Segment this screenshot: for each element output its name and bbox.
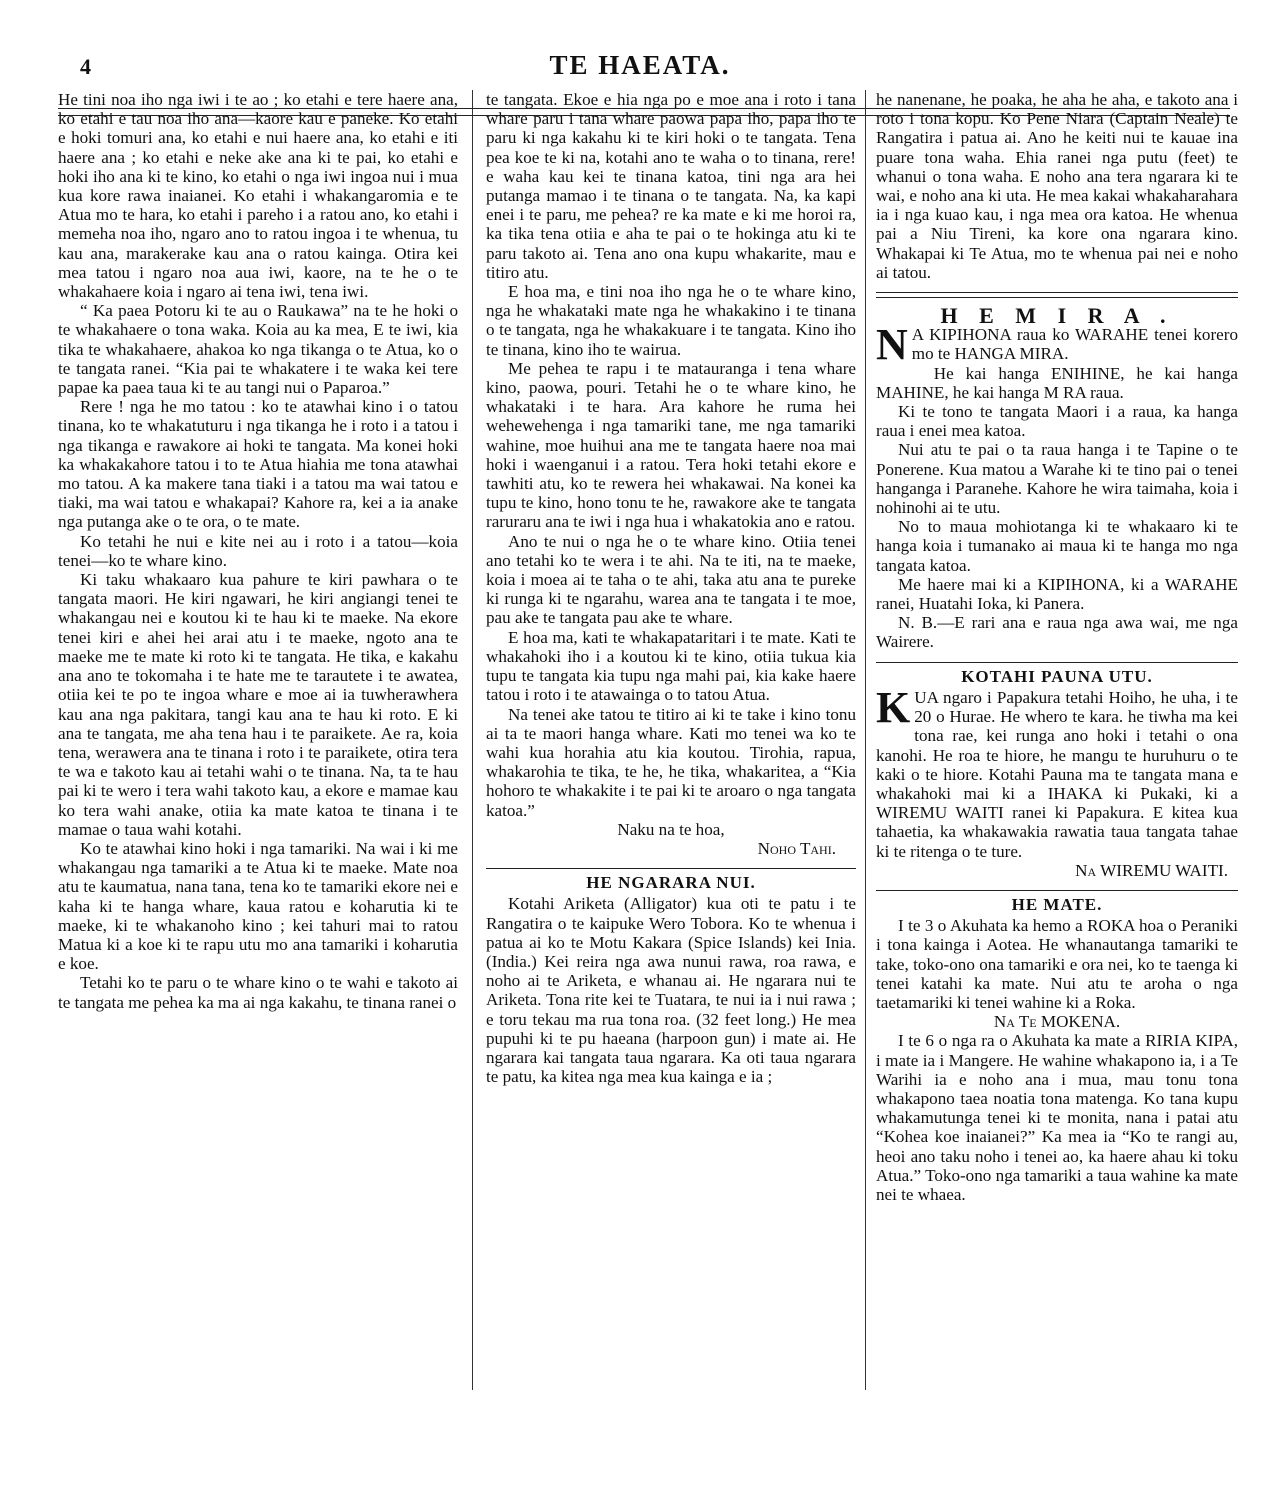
paragraph: I te 3 o Akuhata ka hemo a ROKA hoa o Peraniki i tona kainga i Aotea. He whanautanga tamariki te take, toko-ono ona tamariki e ora nei, ko te taenga ki tenei katahi ka mate. Nui atu te aroha o nga taetamariki ki tenei wahine ki a Roka. <box>876 916 1238 1012</box>
drop-cap: N <box>876 320 908 370</box>
section-rule <box>876 890 1238 891</box>
signature-salutation: Naku na te hoa, <box>617 819 725 839</box>
paragraph: Rere ! nga he mo tatou : ko te atawhai kino i o tatou tinana, ko te whakatuturu i nga tikanga he i roto i a tatou i nga tikanga e rawakore ai hoki te tangata. Ma konei hoki ka whakakahore tatou i to te Atua hiahia me tona atawhai mo tatou. A ka makere tana tiaki i a tatou ma wai tatou e tiaki, ma wai tatou e whakapai? Kahore ra, kei a ia anake nga putanga ake o te ora, o te mate. <box>58 397 458 532</box>
newspaper-title: TE HAEATA. <box>549 50 731 80</box>
paragraph: Ko tetahi he nui e kite nei au i roto i a tatou—koia tenei—ko te whare kino. <box>58 531 458 570</box>
paragraph: Me pehea te rapu i te matauranga i tena whare kino, paowa, pouri. Tetahi he o te whare kino, he whakataki i te hara. Ara kahore he ruma hei wehewehenga i nga tamariki tane, me nga tamariki wahine, moe huihui ana me te tangata haere noa mai hoki i waenganui i a ratou. Tera hoki tetahi ekore e tawhiti atu, ko te rewera hei whakawai. Na konei ka tupu te kino, hono tonu te he, rawakore ake te tangata raruraru ana te iwi i nga hua i whakatokia ano e ratou. <box>486 358 856 532</box>
masthead <box>0 40 1280 80</box>
paragraph: “ Ka paea Potoru ki te au o Raukawa” na te he hoki o te whakahaere o tona waka. Koia au ka mea, E te iwi, kia tika te whakahaere, ahakoa ko nga tikanga o te Atua, ko o te tangata ranei. “Kia pai te whakatere i te waka kei tere papae ka paea taua ki te au tangi nui o Paparoa.” <box>58 301 458 398</box>
article-title: HE NGARARA NUI. <box>586 873 756 893</box>
paragraph: Na tenei ake tatou te titiro ai ki te take i kino tonu ai ta te maori hanga whare. Kati mo tenei wa ko te wahi kua horahia atu kia koutou. Tirohia, rapua, whakarohia te tika, te he, he tika, whakaritea, a “Kia hohoro te whakakite i te pai ki te aroaro o nga tangata katoa.” <box>486 704 856 820</box>
page-number: 4 <box>80 54 91 79</box>
column-2 <box>486 90 856 1420</box>
paragraph: N. B.—E rari ana e raua nga awa wai, me nga Wairere. <box>876 613 1238 652</box>
section-rule <box>876 297 1238 298</box>
column-divider <box>472 90 473 1390</box>
paragraph: He tini noa iho nga iwi i te ao ; ko etahi e tere haere ana, ko etahi e tau noa iho ana—kaore kau e paneke. Ko etahi e hoki tomuri ana, ko etahi e nui haere ana, ko etahi e iti haere ana ; ko etahi e neke ake ana ki te pai, ko etahi e hoki iho ana ki te kino, ko etahi o nga iwi ingoa nui i mua kua kore rawa inaianei. Ko etahi i whakangaromia e te Atua mo te hara, ko etahi i pareho i a ratou ano, ko etahi i memeha noa iho, ngaro ano to ratou ingoa i te whenua, tu kau ana, marakerake kau ana o ratou kainga. Otira kei mea tatou i ngaro noa aua iwi, kaore, na te he o te whakahaere koia i ngaro ai tena iwi, tena iwi. <box>58 90 458 302</box>
paragraph: Me haere mai ki a KIPIHONA, ki a WARAHE ranei, Huatahi Ioka, ki Panera. <box>876 574 1238 614</box>
paragraph: Nui atu te pai o ta raua hanga i te Tapine o te Ponerene. Kua matou a Warahe ki te tino pai o tenei hanganga i Paranehe. Kahore he wira taimaha, koia i nohinohi ai te utu. <box>876 440 1238 518</box>
paragraph: te tangata. Ekoe e hia nga po e moe ana i roto i tana whare paru i tana whare paowa papa iho, papa iho te paru ki nga kakahu ki te kiri hoki o te tangata. Tena pea koe te ki na, kotahi ano te waha o to tinana, rere! e waha kau kei te tinana katoa, tini nga ara hei putanga mamao i te tinana o te tangata. Na, ka kapi enei i te paru, me pehea? re ka mate e ki me horoi ra, ka tika tena otiia e aha te pai o te hokinga atu ki te paru takoto ai. Tena ano ona kupu whakarite, mau e titiro atu. <box>486 90 856 282</box>
article-title: KOTAHI PAUNA UTU. <box>961 666 1153 686</box>
article-title: HE MATE. <box>1011 894 1103 914</box>
section-rule <box>876 662 1238 663</box>
paragraph: A KIPIHONA raua ko WARAHE tenei korero mo te HANGA MIRA. <box>911 325 1238 364</box>
signature-name: Na Te MOKENA. <box>993 1012 1121 1032</box>
section-rule <box>486 868 856 869</box>
paragraph: Ko te atawhai kino hoki i nga tamariki. Na wai i ki me whakangau nga tamariki a te Atua ki te maeke. Mate noa atu te kaumatua, nana tana, tena ko te tamariki ekore nei e kaha ki te hanga whare, kaua ratou e koharutia ki te maeke, ki te whakanoho kino ; kei tahuri mai to ratou Matua ki a koe ki te rapu utu mo ana tamariki i koharutia e koe. <box>58 838 458 974</box>
paragraph: He kai hanga ENIHINE, he kai hanga MAHINE, he kai hanga M RA raua. <box>876 363 1238 402</box>
paragraph: Tetahi ko te paru o te whare kino o te wahi e takoto ai te tangata me pehea ka ma ai nga kakahu, te tinana ranei o <box>58 973 458 1012</box>
column-divider <box>865 90 866 1390</box>
signature-name: Noho Tahi. <box>757 838 836 858</box>
column-3 <box>876 90 1238 1420</box>
paragraph: Ano te nui o nga he o te whare kino. Otiia tenei ano tetahi ko te wera i te ahi. Na te iti, na te maeke, koia i moea ai te taha o te ahi, taka atu ana te pureke ki runga ki te ngarahu, warea ana te tangata i te moe, pau ake te tangata pau ake te whare. <box>486 531 856 628</box>
drop-cap: K <box>876 682 911 732</box>
paragraph: Kotahi Ariketa (Alligator) kua oti te patu i te Rangatira o te kaipuke Wero Tobora. Ko te whenua i patua ai ko te Motu Kakara (Spice Islands) kei Inia. (India.) Kei reira nga awa nunui rawa, roa rawa, e noho ai te Ariketa, e whanau ai. He ngarara nui te Ariketa. Tona rite kei te Tuatara, te nui ia i nui rawa ; e toru tekau ma rua tona roa. (32 feet long.) He mea pupuhi ki te pu haeana (harpoon gun) i mate ai. He ngarara kai tangata taua ngarara. Ka oti taua ngarara te patu, ka kitea nga mea kua kainga e ia ; <box>486 894 856 1087</box>
paragraph: E hoa ma, e tini noa iho nga he o te whare kino, nga he whakataki mate nga he whakakino i te tinana o te tangata, nga he whakakuare i te tangata. Kino iho te tinana, kino iho te wairua. <box>486 282 856 359</box>
signature-name: Na WIREMU WAITI. <box>1075 860 1228 880</box>
paragraph: UA ngaro i Papakura tetahi Hoiho, he uha, i te 20 o Hurae. He whero te kara. he tiwha ma kei tona rae, kei runga ano hoki i tetahi o ona kanohi. He roa te hiore, he mangu te huruhuru o te kaki o te hiore. Kotahi Pauna ma te tangata mana e whakahoki mai ki a IHAKA ki Pukaki, ki a WIREMU WAITI ranei ki Papakura. E kitea kua tahaetia, ka whakawakia rawatia taua tangata tahae ki te ritenga o te ture. <box>876 687 1238 861</box>
article-title: H E M I R A . <box>940 303 1174 329</box>
paragraph: No to maua mohiotanga ki te whakaaro ki te hanga koia i tumanako ai maua ki te hanga mo nga tangata katoa. <box>876 517 1238 575</box>
paragraph: Ki te tono te tangata Maori i a raua, ka hanga raua i enei mea katoa. <box>876 402 1238 441</box>
section-rule <box>876 292 1238 293</box>
column-1 <box>58 90 458 1420</box>
paragraph: Ki taku whakaaro kua pahure te kiri pawhara o te tangata maori. He kiri ngawari, he kiri angiangi tenei te whakangau nei e koutou ki te hau ki te maeke. Na ekore tenei kiri e ahei hei arai atu i te maeke, ngoto ana te maeke me te mate ki roto ki te tangata. He tika, e kakahu ana ano te tokomaha i te hate me te tarautete i te awatea, otiia kei te po te ingoa whare e moe ai ia tuwherawhera kau ana nga pakitara, tangi kau ana te hau ki roto. E ki ana te tangata, me aha tena hau i te paraikete. Ae ra, koia tena, werawera ana te tinana i roto i te paraikete, otira tera te wa e takoto kau ai tetahi wahi o te tinana. Na, ta te hau pai ki te wero i tera wahi takoto kau, a ekore e mamae kau ko tera wahi anake, otiia ka mate katoa te tinana i te mamae o taua wahi kotahi. <box>58 570 458 839</box>
paragraph: he nanenane, he poaka, he aha he aha, e takoto ana i roto i tona kopu. Ko Pene Niara (Captain Neale) te Rangatira i patua ai. Ano he keiti nui te kauae ina puare tona waha. Ehia ranei nga putu (feet) te whanui o tona waha. E noho ana tera ngarara ki te wai, e noho ana ki uta. He mea kakai whakaharahara ia i nga kuao kau, i nga mea ora katoa. He whenua pai a Niu Tireni, ka kore ona ngarara kino. Whakapai ki Te Atua, mo te whenua pai nei e noho ai tatou. <box>876 90 1238 282</box>
paragraph: I te 6 o nga ra o Akuhata ka mate a RIRIA KIPA, i mate ia i Mangere. He wahine whakapono ia, i a Te Warihi ia e noho ana i mua, mau tonu tona whakapono taea noatia tona matenga. Ko tana kupu whakamutunga tenei ki te monita, nana i patai atu “Kohea koe inaianei?” Ka mea ia “Ko te rangi au, heoi ano taku noho i tenei ao, ka haere ahau ki toku Atua.” Toko-ono nga tamariki a taua wahine ka mate nei te whaea. <box>876 1031 1238 1204</box>
paragraph: E hoa ma, kati te whakapataritari i te mate. Kati te whakahoki iho i a koutou ki te kino, otiia tukua kia tupu te tangata kia tupu nga mahi pai, kia kake haere tatou i roto i te atawainga o to tatou Atua. <box>486 627 856 705</box>
